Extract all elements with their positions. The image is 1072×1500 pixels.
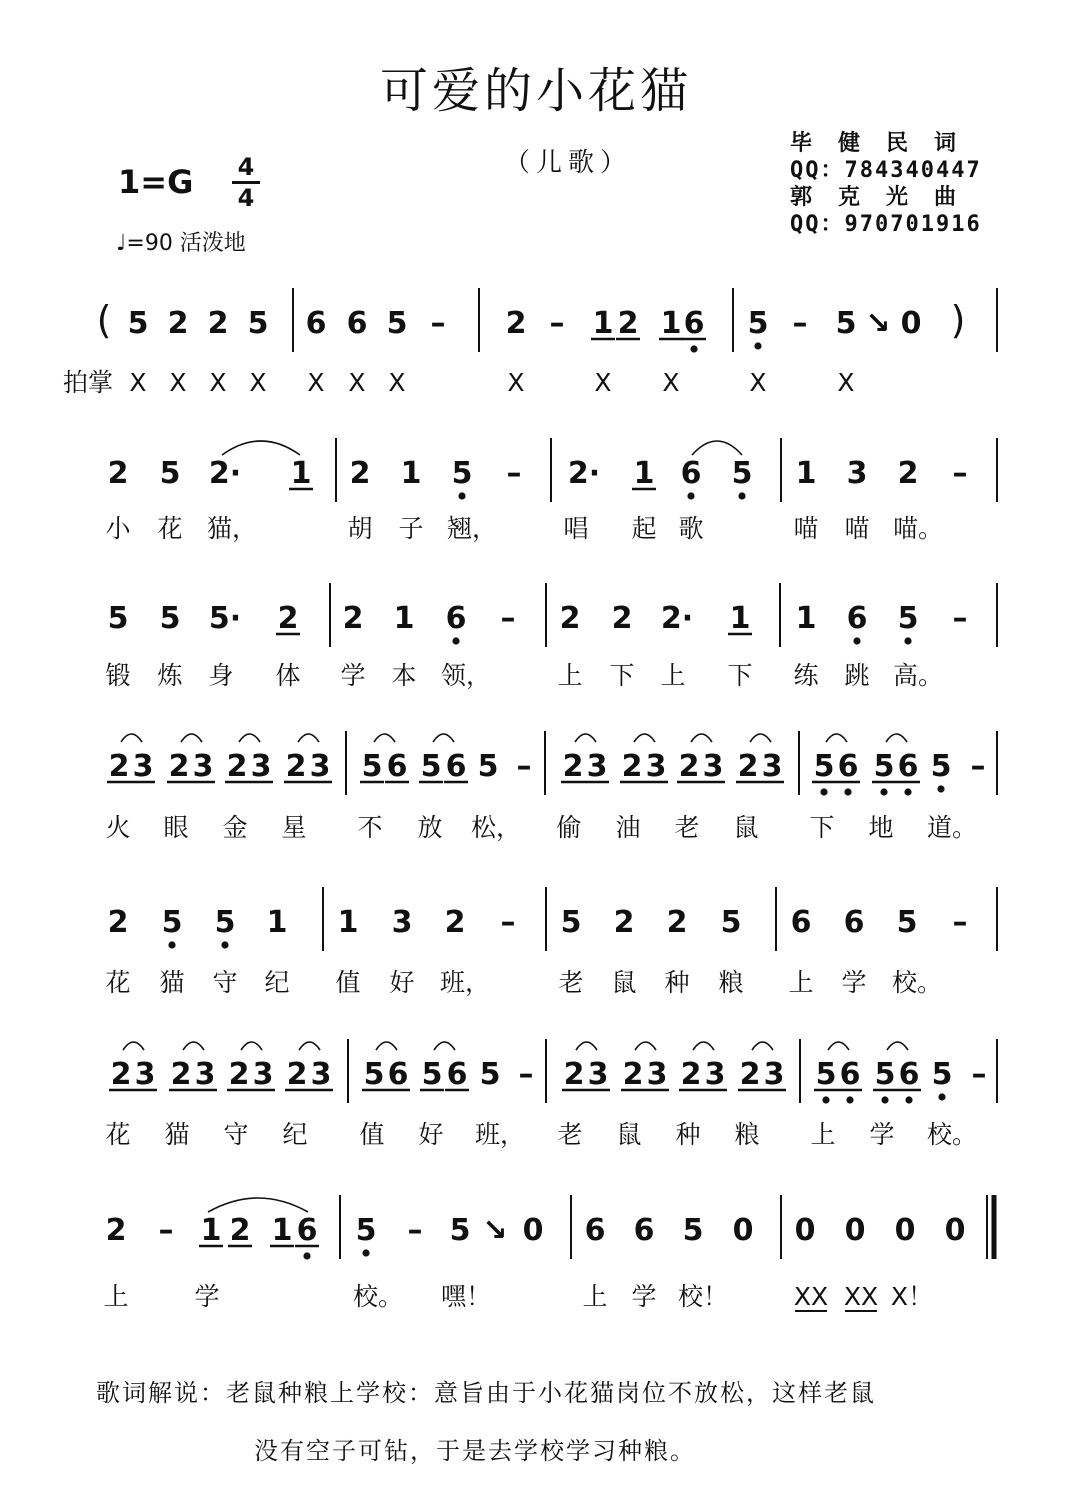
note-0-20: 5	[835, 306, 857, 341]
note-2-2: 5·	[208, 601, 242, 636]
lyric-1-2: 猫，	[206, 514, 258, 543]
lyric-5-8: 鼠	[616, 1120, 642, 1149]
note-6-21: 0	[944, 1213, 966, 1248]
note-5-6: 2	[286, 1057, 308, 1092]
lyric-5-6: 班，	[474, 1120, 526, 1149]
low-octave-dot	[168, 941, 175, 948]
lyric-3-12: 地	[868, 813, 894, 842]
note-2-7: 6	[445, 601, 467, 636]
lyric-5-9: 种	[675, 1120, 701, 1149]
slur-5-6	[576, 1042, 597, 1050]
lyric-1-8: 歌	[678, 514, 704, 543]
note-6-20: 0	[894, 1213, 916, 1248]
lyric-6-0: 上	[103, 1282, 129, 1311]
note-0-3: 2	[207, 306, 229, 341]
note-3-14: –	[516, 749, 532, 784]
note-2-6: 1	[393, 601, 415, 636]
lyric-3-9: 老	[674, 813, 700, 842]
note-5-12: 6	[446, 1057, 468, 1092]
lyric-4-0: 花	[105, 968, 131, 997]
note-4-11: 2	[613, 905, 635, 940]
lyric-2-6: 领，	[440, 661, 492, 690]
lyric-1-9: 喵	[793, 514, 819, 543]
note-0-2: 2	[167, 306, 189, 341]
note-0-21: ↘	[865, 306, 891, 341]
note-6-5: 6	[296, 1213, 318, 1248]
note-3-30: –	[970, 749, 986, 784]
lyric-0-3: X	[209, 368, 227, 397]
note-1-12: 6	[680, 456, 702, 491]
note-5-30: –	[971, 1057, 987, 1092]
note-3-9: 5	[361, 749, 383, 784]
note-3-10: 6	[386, 749, 408, 784]
note-5-16: 2	[563, 1057, 585, 1092]
low-octave-dot	[690, 345, 697, 352]
low-octave-dot	[904, 788, 911, 795]
note-2-18: –	[952, 601, 968, 636]
note-6-18: 0	[794, 1213, 816, 1248]
lyric-5-3: 纪	[282, 1120, 308, 1149]
explanation-line-2: 没有空子可钻，于是去学校学习种粮。	[254, 1437, 696, 1465]
lyric-5-11: 上	[810, 1120, 836, 1149]
note-1-11: 1	[633, 456, 655, 491]
note-5-23: 3	[763, 1057, 785, 1092]
note-0-23: )	[950, 298, 966, 342]
note-0-4: 5	[247, 306, 269, 341]
lyric-2-13: 高。	[892, 661, 944, 690]
lyric-1-4: 子	[398, 514, 424, 543]
note-5-3: 3	[194, 1057, 216, 1092]
low-octave-dot	[221, 941, 228, 948]
note-1-8: –	[506, 456, 522, 491]
note-3-3: 3	[192, 749, 214, 784]
low-octave-dot	[303, 1252, 310, 1259]
low-octave-dot	[687, 492, 694, 499]
lyric-4-8: 鼠	[611, 968, 637, 997]
note-5-20: 2	[680, 1057, 702, 1092]
tempo-text: =90 活泼地	[126, 231, 246, 256]
low-octave-dot	[846, 1096, 853, 1103]
note-4-12: 2	[666, 905, 688, 940]
composer-qq: QQ：970701916	[790, 212, 982, 237]
lyric-5-12: 学	[869, 1120, 895, 1149]
note-6-11: 0	[522, 1213, 544, 1248]
lyric-6-9: X！	[890, 1282, 934, 1311]
note-5-21: 3	[704, 1057, 726, 1092]
note-0-8: 5	[386, 306, 408, 341]
slur-3-11	[886, 734, 907, 742]
note-3-21: 3	[702, 749, 724, 784]
note-3-4: 2	[226, 749, 248, 784]
lyric-3-4: 不	[357, 813, 383, 842]
slur-5-1	[183, 1042, 204, 1050]
composer-credit: 郭 克 光 曲	[790, 185, 959, 210]
lyric-5-7: 老	[557, 1120, 583, 1149]
note-0-11: 2	[505, 306, 527, 341]
note-0-6: 6	[305, 306, 327, 341]
note-5-0: 2	[110, 1057, 132, 1092]
lyric-3-11: 下	[809, 813, 835, 842]
note-3-22: 2	[737, 749, 759, 784]
note-1-2: 2·	[208, 456, 242, 491]
note-0-22: 0	[900, 306, 922, 341]
lyric-3-10: 鼠	[733, 813, 759, 842]
lyric-0-6: X	[348, 368, 366, 397]
low-octave-dot	[822, 1096, 829, 1103]
note-3-5: 3	[250, 749, 272, 784]
lyricist-credit: 毕 健 民 词	[790, 131, 959, 156]
lyric-1-0: 小	[105, 514, 131, 543]
lyric-0-11: X	[749, 368, 767, 397]
note-6-9: 5	[449, 1213, 471, 1248]
slur-5-2	[241, 1042, 262, 1050]
note-5-25: 5	[815, 1057, 837, 1092]
low-octave-dot	[880, 788, 887, 795]
note-5-2: 2	[170, 1057, 192, 1092]
slur-3-2	[239, 734, 260, 742]
note-4-7: 2	[444, 905, 466, 940]
note-5-4: 2	[228, 1057, 250, 1092]
slur-3-3	[298, 734, 319, 742]
note-3-25: 5	[813, 749, 835, 784]
note-2-0: 5	[107, 601, 129, 636]
lyric-6-7: XX	[793, 1282, 829, 1311]
lyric-0-8: X	[507, 368, 525, 397]
lyric-6-3: 嘿！	[440, 1282, 492, 1311]
note-5-7: 3	[310, 1057, 332, 1092]
lyric-2-7: 上	[557, 661, 583, 690]
slur-1-0	[222, 441, 300, 455]
lyric-1-1: 花	[157, 514, 183, 543]
lyric-6-2: 校。	[352, 1282, 404, 1311]
lyric-0-10: X	[662, 368, 680, 397]
explanation-line-1: 歌词解说：老鼠种粮上学校：意旨由于小花猫岗位不放松，这样老鼠	[96, 1379, 876, 1407]
slur-3-10	[826, 734, 847, 742]
note-1-3: 1	[290, 456, 312, 491]
note-1-7: 5	[451, 456, 473, 491]
note-5-19: 3	[646, 1057, 668, 1092]
lyric-3-7: 偷	[556, 813, 582, 842]
lyric-4-13: 校。	[891, 968, 943, 997]
time-denominator: 4	[237, 184, 255, 212]
note-0-1: 5	[127, 306, 149, 341]
lyric-4-3: 纪	[264, 968, 290, 997]
slur-1-1	[692, 441, 742, 455]
note-6-19: 0	[844, 1213, 866, 1248]
note-4-6: 3	[391, 905, 413, 940]
lyric-6-1: 学	[194, 1282, 220, 1311]
note-1-0: 2	[107, 456, 129, 491]
lyric-0-7: X	[388, 368, 406, 397]
lyric-4-5: 好	[389, 968, 415, 997]
note-0-7: 6	[346, 306, 368, 341]
lyric-4-11: 上	[788, 968, 814, 997]
lyric-3-2: 金	[222, 813, 248, 842]
note-2-13: 1	[729, 601, 751, 636]
note-5-22: 2	[739, 1057, 761, 1092]
slur-3-0	[121, 734, 142, 742]
low-octave-dot	[844, 788, 851, 795]
note-3-12: 6	[445, 749, 467, 784]
note-2-16: 6	[846, 601, 868, 636]
note-4-15: 6	[790, 905, 812, 940]
lyric-1-5: 翘，	[446, 514, 498, 543]
lyric-0-4: X	[249, 368, 267, 397]
note-3-23: 3	[761, 749, 783, 784]
note-5-10: 6	[387, 1057, 409, 1092]
note-3-26: 6	[837, 749, 859, 784]
note-3-28: 6	[897, 749, 919, 784]
note-6-15: 5	[682, 1213, 704, 1248]
note-4-16: 6	[843, 905, 865, 940]
note-3-0: 2	[108, 749, 130, 784]
note-6-8: –	[407, 1213, 423, 1248]
genre-label: （儿歌）	[504, 148, 633, 178]
note-3-1: 3	[132, 749, 154, 784]
time-numerator: 4	[237, 153, 255, 181]
note-3-6: 2	[285, 749, 307, 784]
note-0-18: 5	[747, 306, 769, 341]
lyric-5-2: 守	[223, 1120, 249, 1149]
note-2-15: 1	[795, 601, 817, 636]
lyric-1-3: 胡	[347, 514, 373, 543]
note-5-17: 3	[587, 1057, 609, 1092]
slur-5-4	[376, 1042, 397, 1050]
lyric-4-4: 值	[335, 968, 361, 997]
note-3-18: 2	[621, 749, 643, 784]
note-0-16: 6	[683, 306, 705, 341]
note-6-4: 1	[271, 1213, 293, 1248]
lyric-6-6: 校！	[677, 1282, 729, 1311]
lyric-3-0: 火	[105, 813, 131, 842]
lyric-0-1: X	[129, 368, 147, 397]
slur-5-5	[434, 1042, 455, 1050]
lyric-2-3: 体	[275, 661, 301, 690]
lyric-2-10: 下	[727, 661, 753, 690]
note-4-13: 5	[720, 905, 742, 940]
note-6-1: –	[158, 1213, 174, 1248]
lyric-5-0: 花	[105, 1120, 131, 1149]
lyric-3-13: 道。	[926, 813, 978, 842]
lyric-4-12: 学	[841, 968, 867, 997]
lyric-1-7: 起	[631, 514, 657, 543]
note-1-13: 5	[731, 456, 753, 491]
note-4-3: 1	[266, 905, 288, 940]
note-4-5: 1	[337, 905, 359, 940]
low-octave-dot	[905, 1096, 912, 1103]
note-6-3: 2	[229, 1213, 251, 1248]
lyric-5-10: 粮	[734, 1120, 760, 1149]
low-octave-dot	[362, 1249, 369, 1256]
lyrics-explanation	[96, 1364, 996, 1480]
note-5-11: 5	[421, 1057, 443, 1092]
slur-3-9	[750, 734, 771, 742]
slur-5-8	[693, 1042, 714, 1050]
lyric-2-4: 学	[340, 661, 366, 690]
note-4-18: –	[952, 905, 968, 940]
lyric-5-4: 值	[359, 1120, 385, 1149]
lyric-0-0: 拍掌	[62, 368, 114, 397]
note-6-14: 6	[633, 1213, 655, 1248]
note-3-16: 2	[562, 749, 584, 784]
slur-5-0	[123, 1042, 144, 1050]
lyric-0-9: X	[594, 368, 612, 397]
lyric-2-0: 锻	[105, 661, 131, 690]
lyric-5-1: 猫	[164, 1120, 190, 1149]
note-3-11: 5	[420, 749, 442, 784]
lyric-0-5: X	[307, 368, 325, 397]
note-4-10: 5	[560, 905, 582, 940]
note-0-12: –	[549, 306, 565, 341]
lyric-4-9: 种	[664, 968, 690, 997]
note-5-27: 5	[874, 1057, 896, 1092]
lyric-4-10: 粮	[718, 968, 744, 997]
note-5-26: 6	[839, 1057, 861, 1092]
note-4-8: –	[500, 905, 516, 940]
note-1-17: 2	[897, 456, 919, 491]
note-2-5: 2	[342, 601, 364, 636]
quarter-note-icon: ♩	[116, 231, 127, 256]
slur-3-1	[181, 734, 202, 742]
note-6-10: ↘	[482, 1213, 508, 1248]
note-3-2: 2	[168, 749, 190, 784]
note-6-16: 0	[732, 1213, 754, 1248]
note-4-2: 5	[214, 905, 236, 940]
lyric-6-5: 学	[631, 1282, 657, 1311]
note-2-1: 5	[159, 601, 181, 636]
lyric-3-1: 眼	[163, 813, 189, 842]
lyric-0-2: X	[169, 368, 187, 397]
low-octave-dot	[458, 492, 465, 499]
lyric-1-11: 喵。	[892, 514, 944, 543]
lyric-4-2: 守	[212, 968, 238, 997]
note-5-13: 5	[479, 1057, 501, 1092]
lyricist-qq: QQ：784340447	[790, 158, 982, 183]
slur-5-9	[752, 1042, 773, 1050]
note-1-16: 3	[846, 456, 868, 491]
lyric-6-4: 上	[582, 1282, 608, 1311]
note-6-13: 6	[584, 1213, 606, 1248]
lyric-0-12: X	[837, 368, 855, 397]
song-title: 可爱的小花猫	[379, 63, 692, 119]
slur-3-8	[691, 734, 712, 742]
low-octave-dot	[738, 492, 745, 499]
note-6-0: 2	[105, 1213, 127, 1248]
note-2-3: 2	[277, 601, 299, 636]
slur-6-0	[208, 1198, 308, 1212]
lyric-4-1: 猫	[159, 968, 185, 997]
slur-5-11	[887, 1042, 908, 1050]
lyric-5-13: 校。	[926, 1120, 978, 1149]
lyric-2-9: 上	[660, 661, 686, 690]
note-3-17: 3	[586, 749, 608, 784]
lyric-2-12: 跳	[844, 661, 870, 690]
note-1-6: 1	[400, 456, 422, 491]
note-5-5: 3	[252, 1057, 274, 1092]
note-3-7: 3	[309, 749, 331, 784]
low-octave-dot	[452, 637, 459, 644]
low-octave-dot	[853, 637, 860, 644]
note-0-9: –	[430, 306, 446, 341]
low-octave-dot	[938, 1093, 945, 1100]
note-1-10: 2·	[567, 456, 601, 491]
note-0-0: (	[96, 298, 112, 342]
key-signature: 1=G	[118, 163, 194, 201]
note-3-29: 5	[930, 749, 952, 784]
low-octave-dot	[904, 637, 911, 644]
lyric-1-6: 唱	[563, 514, 589, 543]
slur-3-5	[433, 734, 454, 742]
lyric-2-8: 下	[609, 661, 635, 690]
note-0-14: 2	[617, 306, 639, 341]
note-2-8: –	[500, 601, 516, 636]
low-octave-dot	[820, 788, 827, 795]
note-2-10: 2	[559, 601, 581, 636]
lyric-2-1: 炼	[157, 661, 183, 690]
note-0-19: –	[792, 306, 808, 341]
slur-5-10	[828, 1042, 849, 1050]
lyric-6-8: XX	[843, 1282, 879, 1311]
slur-5-7	[635, 1042, 656, 1050]
note-2-12: 2·	[660, 601, 694, 636]
lyric-4-6: 班，	[439, 968, 491, 997]
note-2-11: 2	[611, 601, 633, 636]
note-5-1: 3	[134, 1057, 156, 1092]
note-1-15: 1	[795, 456, 817, 491]
note-6-7: 5	[355, 1213, 377, 1248]
lyric-2-5: 本	[391, 661, 417, 690]
lyric-5-5: 好	[418, 1120, 444, 1149]
note-5-9: 5	[363, 1057, 385, 1092]
slur-3-6	[575, 734, 596, 742]
lyric-3-3: 星	[281, 813, 307, 842]
low-octave-dot	[881, 1096, 888, 1103]
note-0-15: 1	[660, 306, 682, 341]
lyric-3-8: 油	[615, 813, 641, 842]
note-4-17: 5	[896, 905, 918, 940]
note-5-14: –	[518, 1057, 534, 1092]
note-4-1: 5	[161, 905, 183, 940]
note-2-17: 5	[897, 601, 919, 636]
note-1-18: –	[952, 456, 968, 491]
note-1-5: 2	[349, 456, 371, 491]
note-3-13: 5	[477, 749, 499, 784]
note-5-18: 2	[622, 1057, 644, 1092]
slur-3-4	[374, 734, 395, 742]
lyric-2-11: 练	[793, 661, 819, 690]
slur-5-3	[299, 1042, 320, 1050]
lyric-4-7: 老	[558, 968, 584, 997]
slur-3-7	[634, 734, 655, 742]
note-3-19: 3	[645, 749, 667, 784]
low-octave-dot	[937, 785, 944, 792]
note-5-29: 5	[931, 1057, 953, 1092]
lyric-3-5: 放	[417, 813, 443, 842]
note-3-20: 2	[678, 749, 700, 784]
note-0-13: 1	[592, 306, 614, 341]
lyric-3-6: 松，	[470, 813, 522, 842]
lyric-2-2: 身	[208, 661, 234, 690]
note-5-28: 6	[898, 1057, 920, 1092]
note-3-27: 5	[873, 749, 895, 784]
low-octave-dot	[754, 342, 761, 349]
note-6-2: 1	[200, 1213, 222, 1248]
lyric-1-10: 喵	[844, 514, 870, 543]
note-4-0: 2	[107, 905, 129, 940]
note-1-1: 5	[159, 456, 181, 491]
